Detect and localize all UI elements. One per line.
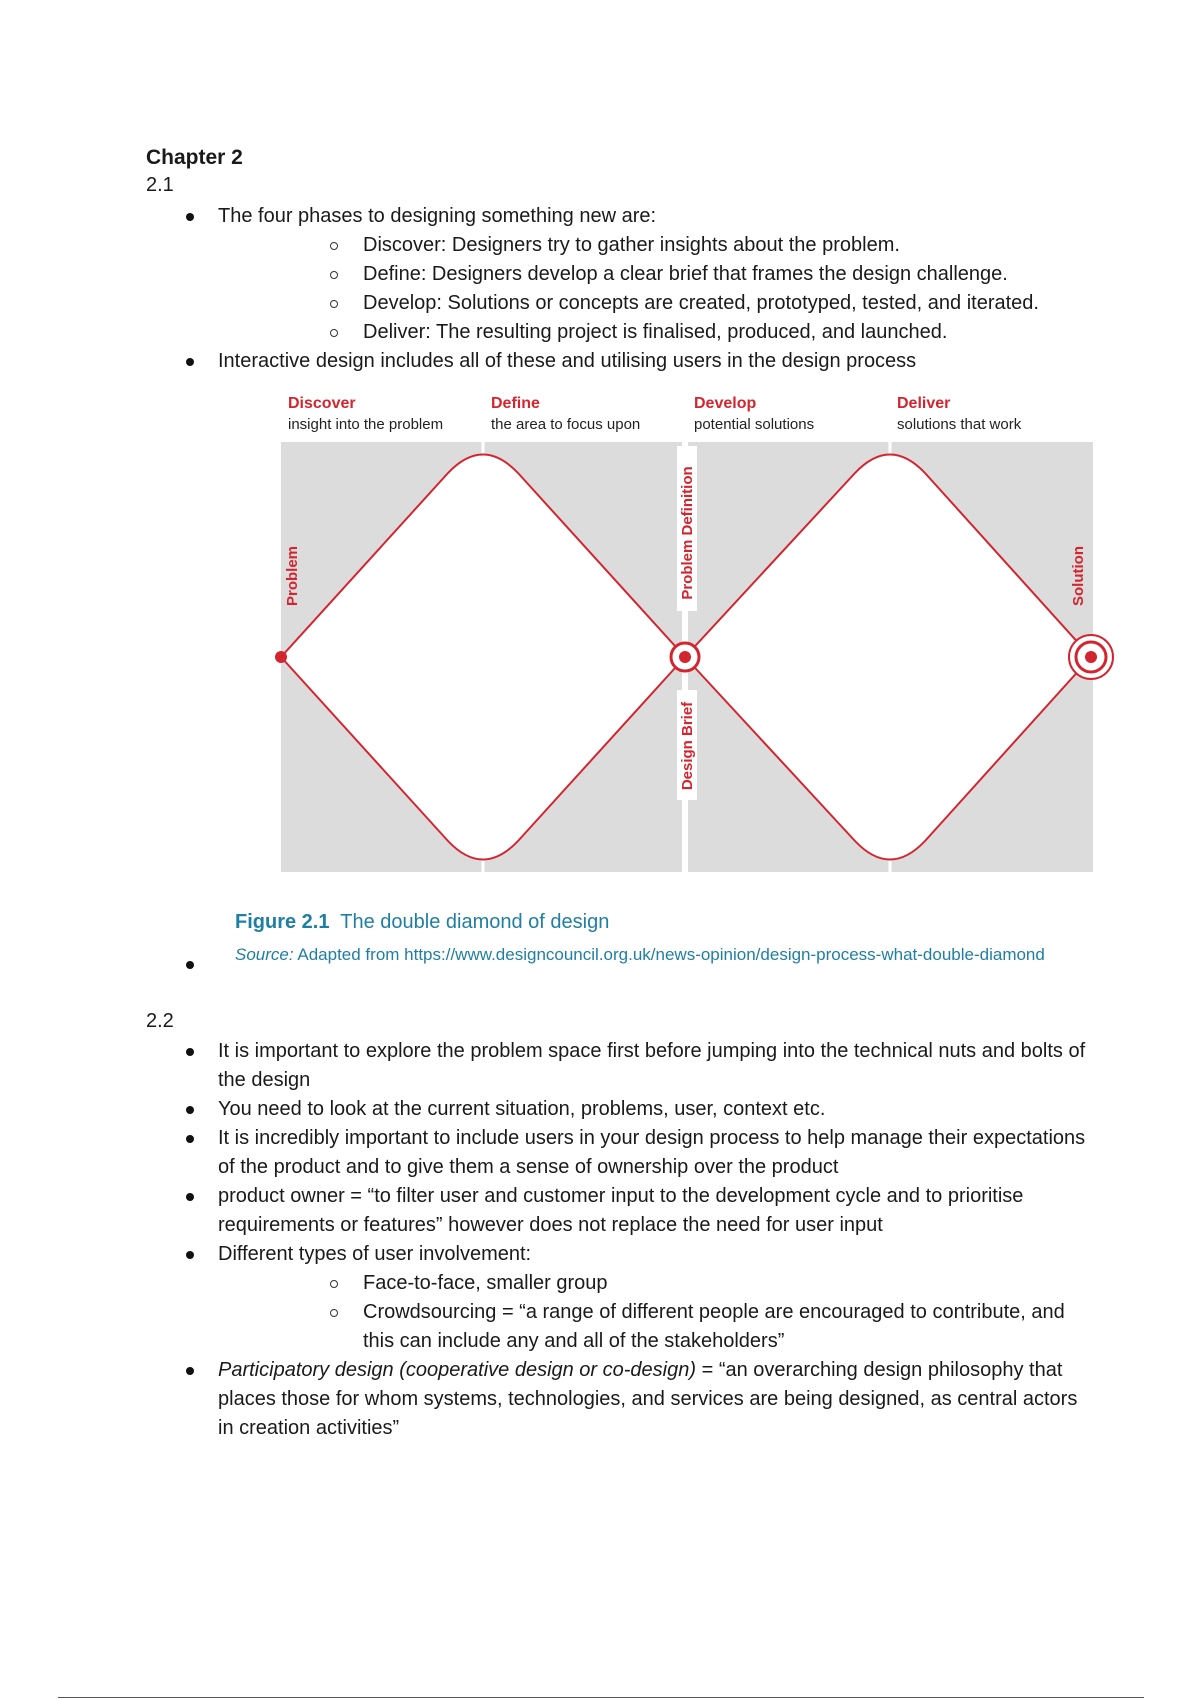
page-bottom-rule: [58, 1697, 1144, 1698]
list-item: Interactive design includes all of these and utilising users in the design process: [146, 347, 1086, 376]
list-item: It is incredibly important to include users in your design process to help manage their expectations of the product and to give them a sense of ownership over the product: [146, 1124, 1086, 1182]
list-item: It is important to explore the problem space first before jumping into the technical nuts and bolts of the design: [146, 1037, 1086, 1095]
end-target-dot: [1085, 651, 1097, 663]
list-item: [146, 1356, 1086, 1443]
phase-item-define: Define: Designers develop a clear brief that frames the design challenge.: [218, 260, 1086, 289]
figure-source-label: Source:: [235, 945, 294, 964]
phase-desc-discover: insight into the problem: [288, 416, 444, 433]
phase-item-discover: Discover: Designers try to gather insights about the problem.: [218, 231, 1086, 260]
involvement-heading: Different types of user involvement:: [218, 1243, 532, 1265]
label-problem-definition: Problem Definition: [679, 466, 696, 600]
empty-bullet: [186, 961, 194, 969]
chapter-title: Chapter 2: [146, 146, 243, 169]
phase-desc-define: the area to focus upon: [491, 416, 641, 433]
phase-name-deliver: Deliver: [897, 395, 951, 412]
involvement-item: Crowdsourcing = “a range of different people are encouraged to contribute, and this can include any and all of the stakeholders”: [218, 1298, 1086, 1356]
section-2-2-list: [146, 1037, 1086, 1443]
phase-item-develop: Develop: Solutions or concepts are created, prototyped, tested, and iterated.: [218, 289, 1086, 318]
participatory-design-term: Participatory design (cooperative design or co-design): [218, 1359, 697, 1381]
figure-caption: [235, 911, 609, 934]
figure-source-text: Adapted from https://www.designcouncil.org.uk/news-opinion/design-process-what-double-diamond: [293, 945, 1045, 964]
section-number-2-2: 2.2: [146, 1010, 174, 1032]
start-point-marker: [275, 651, 287, 663]
figure-source: [235, 945, 1045, 965]
label-solution: Solution: [1070, 546, 1087, 606]
involvement-sublist: [218, 1269, 1086, 1356]
phase-item-deliver: Deliver: The resulting project is finalised, produced, and launched.: [218, 318, 1086, 347]
four-phases-text: The four phases to designing something new are:: [218, 205, 657, 227]
double-diamond-diagram: [270, 388, 1120, 875]
phases-sublist: [218, 231, 1086, 347]
section-2-1-list: [146, 202, 1086, 376]
midpoint-target-dot: [679, 651, 691, 663]
figure-title: The double diamond of design: [340, 911, 610, 933]
list-item: You need to look at the current situation, problems, user, context etc.: [146, 1095, 1086, 1124]
involvement-item: Face-to-face, smaller group: [218, 1269, 1086, 1298]
list-item: product owner = “to filter user and customer input to the development cycle and to prioritise requirements or features” however does not replace the need for user input: [146, 1182, 1086, 1240]
list-item: [146, 1240, 1086, 1356]
figure-label: Figure 2.1: [235, 911, 330, 933]
participatory-design-definition: = “an overarching design philosophy that places those for whom systems, technologies, and services are being designed, as central actors in creation activities”: [218, 1359, 1078, 1439]
phase-desc-deliver: solutions that work: [897, 416, 1022, 433]
section-number-2-1: 2.1: [146, 174, 174, 196]
label-design-brief: Design Brief: [679, 701, 696, 791]
list-item: [146, 202, 1086, 347]
label-problem: Problem: [284, 545, 301, 607]
phase-name-develop: Develop: [694, 395, 757, 412]
phase-name-define: Define: [491, 395, 540, 412]
phase-name-discover: Discover: [288, 395, 356, 412]
phase-desc-develop: potential solutions: [694, 416, 815, 433]
